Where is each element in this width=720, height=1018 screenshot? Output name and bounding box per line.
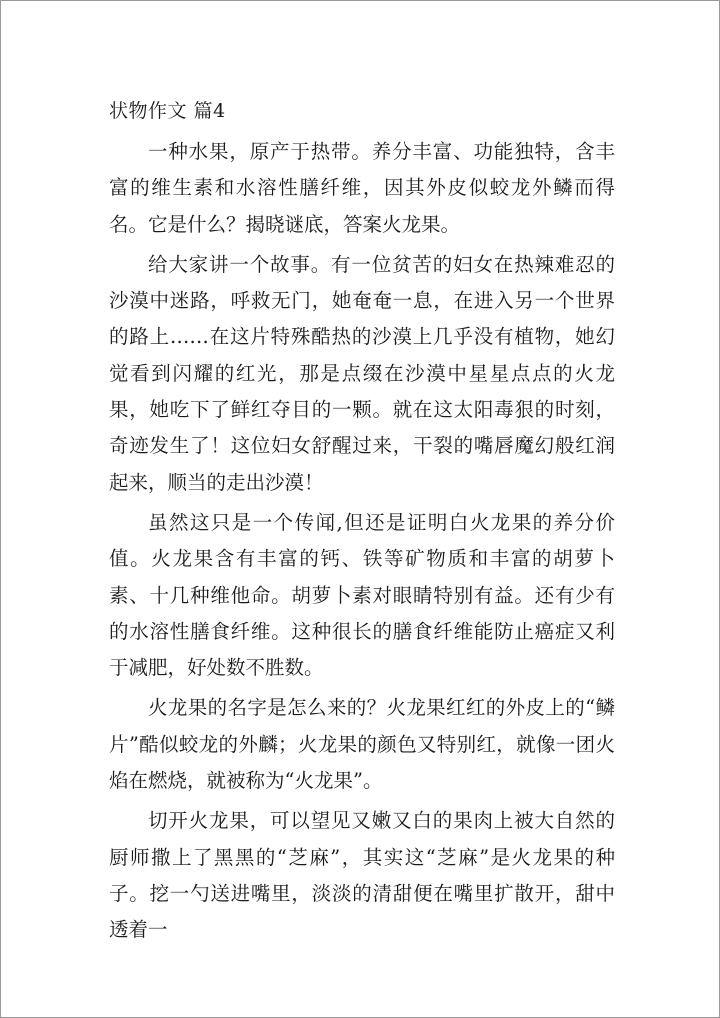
paragraph-intro: 一种水果，原产于热带。养分丰富、功能独特，含丰富的维生素和水溶性膳纤维，因其外皮似蛟龙外鳞而得名。它是什么？揭晓谜底，答案火龙果。 (109, 140, 615, 236)
paragraph-taste: 切开火龙果，可以望见又嫩又白的果肉上被大自然的厨师撒上了黑黑的“芝麻”，其实这“芝麻”是火龙果的种子。挖一勺送进嘴里，淡淡的清甜便在嘴里扩散开，甜中透着一 (109, 809, 615, 942)
document-title: 状物作文 篇4 (109, 100, 226, 122)
paragraph-name-origin: 火龙果的名字是怎么来的？火龙果红红的外皮上的“鳞片”酷似蛟龙的外麟；火龙果的颜色又特别红，就像一团火焰在燃烧，就被称为“火龙果”。 (109, 696, 615, 793)
paragraph-story: 给大家讲一个故事。有一位贫苦的妇女在热辣难忍的沙漠中迷路，呼救无门，她奄奄一息，在进入另一个世界的路上……在这片特殊酷热的沙漠上几乎没有植物，她幻觉看到闪耀的红光，那是点缀在沙漠中星星点点的火龙果，她吃下了鲜红夺目的一颗。就在这太阳毒狠的时刻，奇迹发生了！这位妇女舒醒过来，干裂的嘴唇魔幻般红润起来，顺当的走出沙漠！ (109, 252, 615, 494)
paragraph-nutrition: 虽然这只是一个传闻,但还是证明白火龙果的养分价值。火龙果含有丰富的钙、铁等矿物质和丰富的胡萝卜素、十几种维他命。胡萝卜素对眼睛特别有益。还有少有的水溶性膳食纤维。这种很长的膳食纤维能防止癌症又利于减肥，好处数不胜数。 (109, 510, 615, 680)
document-body (109, 97, 615, 953)
